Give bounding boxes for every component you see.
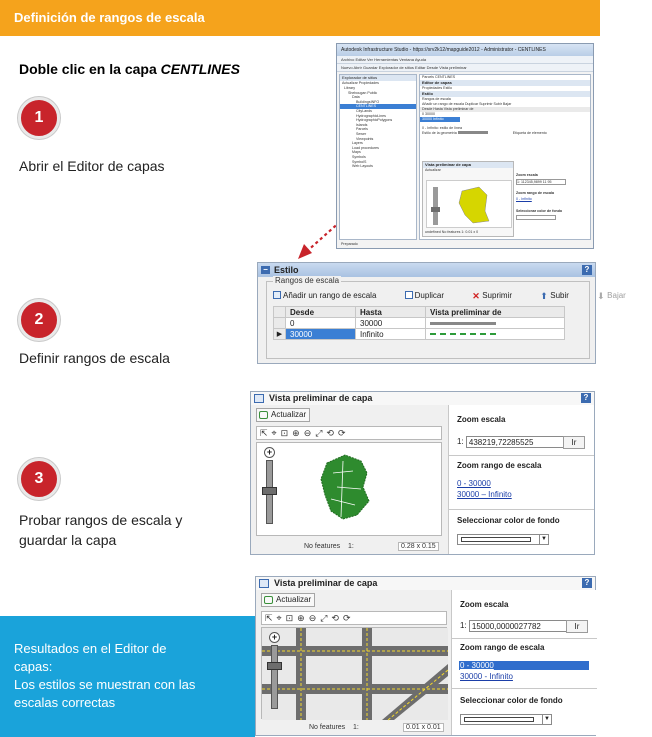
no-features-text: No features: [304, 543, 341, 550]
layer-name: CENTLINES: [160, 61, 240, 77]
arrow-up-icon: ⬆: [540, 291, 548, 301]
vista-1-title: Vista preliminar de capa: [269, 393, 373, 403]
mini-range-label: 0 - Infinito: estilo de línea: [422, 126, 462, 130]
editor-header: Editor de capas: [420, 80, 590, 86]
refresh-button[interactable]: [256, 408, 310, 422]
mini-row-1[interactable]: 0 30000: [422, 112, 435, 116]
map-view-1[interactable]: [256, 442, 442, 536]
col-hasta: Hasta: [356, 307, 426, 318]
cell-to[interactable]: 30000: [356, 318, 426, 329]
tree-item[interactable]: Library: [344, 86, 355, 90]
zoom-input-row: [460, 620, 569, 632]
vista-1-titlebar: [251, 392, 594, 405]
map-tools[interactable]: ⇱⌖⊡⊕⊖⤢⟲⟳: [256, 426, 442, 440]
arrow-down-icon: ⬇: [597, 291, 605, 301]
status-bar-1: [256, 542, 442, 552]
estilo-panel: [257, 262, 626, 364]
refresh-button[interactable]: [261, 593, 315, 607]
mini-buttons[interactable]: Añadir un rango de escala Duplicar Suprimir Subir Bajar: [422, 102, 512, 106]
mini-row-2[interactable]: 30000 Infinito: [420, 117, 460, 122]
studio-window: [336, 43, 594, 249]
col-desde: Desde: [286, 307, 356, 318]
divider: [449, 455, 594, 456]
help-icon[interactable]: ?: [582, 578, 592, 588]
go-button[interactable]: Ir: [563, 436, 585, 449]
mini-style-text: Estilo de la geometría: [422, 131, 457, 135]
mini-zoom-input[interactable]: 1: 112345,9899 11 95: [516, 179, 566, 185]
tree-item[interactable]: Islands: [356, 122, 368, 127]
tree-item[interactable]: HydrographicPolygons: [356, 118, 393, 123]
mini-range-title: Zoom rango de escala: [516, 191, 554, 195]
editor-tabs[interactable]: Parcels CENTLINES: [422, 75, 456, 79]
result-line-1: Resultados en el Editor de: [14, 641, 167, 656]
tree-item[interactable]: Layers: [352, 141, 363, 146]
scale-ranges-group: [266, 276, 626, 359]
row-header-corner: [274, 307, 286, 318]
delete-button[interactable]: [472, 291, 525, 300]
tree-item[interactable]: Data: [352, 95, 360, 100]
down-button[interactable]: [597, 291, 639, 300]
studio-title: Autodesk Infrastructure Studio - https://srv2k12/mapguide2012 - Administrator - CENTLINES: [337, 44, 593, 56]
mini-estilo-header: Estilo: [420, 91, 590, 97]
result-line-2: capas:: [14, 659, 53, 674]
zoom-in-icon[interactable]: +: [269, 632, 280, 643]
range-link-0-30000[interactable]: 0 - 30000: [459, 661, 589, 670]
divider: [452, 688, 597, 689]
mini-bg-label: Seleccionar color de fondo: [516, 209, 563, 213]
editor-links[interactable]: Propiedades Estilo: [422, 86, 452, 90]
help-icon[interactable]: ?: [581, 393, 591, 403]
extent-size: 0.01 x 0.01: [403, 723, 444, 732]
site-explorer-toolbar[interactable]: Actualizar Propiedades: [342, 81, 379, 85]
help-icon[interactable]: ?: [582, 265, 592, 275]
add-range-label: Añadir un rango de escala: [283, 291, 377, 300]
zoom-escala-label: Zoom escala: [457, 415, 506, 424]
cell-from[interactable]: 0: [286, 318, 356, 329]
tree-item[interactable]: SymbolS: [352, 159, 367, 164]
preview-icon: [259, 579, 269, 588]
green-dash-preview: [430, 333, 496, 335]
col-preview: Vista preliminar de: [426, 307, 565, 318]
row-selector-current[interactable]: ▶: [274, 329, 286, 340]
step-3-badge: 3: [18, 458, 60, 500]
down-label: Bajar: [607, 291, 626, 300]
zoom-scale-input[interactable]: 15000,0000027782: [469, 620, 569, 632]
tree-item[interactable]: HydrographicLines: [356, 113, 386, 118]
estilo-title: Estilo: [274, 265, 299, 275]
mini-map[interactable]: [426, 180, 512, 228]
zoom-in-icon[interactable]: +: [264, 447, 275, 458]
tree-item[interactable]: Sewer: [356, 131, 367, 136]
mini-label-button[interactable]: Etiqueta de elemento: [512, 131, 547, 135]
site-explorer: [339, 74, 417, 240]
layer-editor-pane: [419, 74, 591, 240]
collapse-icon[interactable]: −: [261, 266, 270, 274]
ranges-table: [273, 306, 565, 340]
zoom-prefix: 1:: [457, 437, 464, 446]
mini-status: undefined No features 1: 0.01 x 0: [425, 230, 479, 234]
step-3-line-2: guardar la capa: [19, 532, 117, 548]
table-row[interactable]: [274, 318, 565, 329]
tree-item[interactable]: Parcels: [356, 127, 368, 132]
cell-preview: [426, 318, 565, 329]
tree-item[interactable]: Web Layouts: [352, 164, 373, 169]
zoom-input-row: [457, 436, 566, 448]
mini-bg-combo[interactable]: [516, 215, 556, 220]
status-bar-2: [261, 723, 447, 733]
scale-ranges-legend: Rangos de escala: [275, 276, 340, 285]
refresh-icon: [259, 411, 268, 419]
cell-from[interactable]: 30000: [286, 329, 356, 340]
intro-text: [19, 61, 240, 77]
delete-label: Suprimir: [482, 291, 512, 300]
table-header: [274, 307, 565, 318]
range-link-0-30000[interactable]: 0 - 30000: [457, 479, 491, 488]
step-2-text: Definir rangos de escala: [19, 350, 170, 366]
tree-item[interactable]: Symbols: [352, 154, 366, 159]
cell-to[interactable]: Infinito: [356, 329, 426, 340]
map-view-2[interactable]: [261, 627, 447, 719]
duplicate-label: Duplicar: [414, 291, 444, 300]
zoom-scale-input[interactable]: 438219,72285525: [466, 436, 566, 448]
estilo-titlebar: [258, 263, 595, 277]
color-swatch: [461, 537, 531, 542]
gray-line-preview: [430, 322, 496, 325]
no-features-text: No features: [309, 724, 346, 731]
tree-item[interactable]: Viewpoints: [356, 136, 374, 141]
studio-toolbar[interactable]: Nuevo Abrir Guardar Explorador de sitios Editar Desde Vista preliminar: [337, 64, 593, 72]
chevron-down-icon: ▼: [542, 715, 551, 724]
zoom-escala-label: Zoom escala: [460, 600, 509, 609]
mini-rangos: Rangos de escala: [422, 97, 451, 101]
duplicate-icon: [405, 291, 413, 299]
add-range-button[interactable]: [273, 291, 389, 300]
step-3-line-1: Probar rangos de escala y: [19, 512, 183, 528]
scale-prefix: 1:: [348, 543, 354, 550]
step-1-badge: 1: [18, 97, 60, 139]
bg-color-label: Seleccionar color de fondo: [460, 696, 563, 705]
bg-color-label: Seleccionar color de fondo: [457, 516, 560, 525]
divider: [449, 509, 594, 510]
range-toolbar: [273, 291, 652, 300]
delete-icon: ✕: [472, 291, 480, 301]
mini-actualizar[interactable]: Actualizar: [425, 168, 441, 172]
studio-status: Preparado: [341, 242, 358, 246]
map-tools[interactable]: ⇱⌖⊡⊕⊖⤢⟲⟳: [261, 611, 447, 625]
tree-item[interactable]: Load procedures: [352, 145, 379, 150]
vista-panel-2: [255, 576, 596, 736]
tree-item[interactable]: CityLands: [356, 108, 372, 113]
mini-vista-title: Vista preliminar de capa: [423, 162, 513, 168]
mini-map-shape: [427, 181, 513, 229]
mini-vista-right: [516, 173, 588, 237]
city-map: [257, 443, 443, 537]
refresh-label: Actualizar: [276, 595, 312, 604]
site-explorer-header: Explorador de sitios: [340, 75, 416, 81]
mini-style-label: [420, 131, 590, 136]
mini-range-link[interactable]: 0 - Infinito: [516, 197, 532, 201]
mini-vista: [422, 161, 514, 237]
mini-zoom-label: Zoom escala: [516, 173, 538, 177]
color-swatch: [464, 717, 534, 722]
zoom-thumb[interactable]: [267, 662, 282, 670]
tree-item[interactable]: CENTLINES: [340, 104, 416, 109]
add-range-icon: [273, 291, 281, 299]
zoom-slider[interactable]: [266, 632, 284, 718]
zoom-prefix: 1:: [460, 621, 467, 630]
step-2-badge: 2: [18, 299, 60, 341]
site-tree[interactable]: [340, 86, 416, 169]
duplicate-button[interactable]: [405, 291, 457, 300]
vista-2-controls: [451, 590, 597, 735]
intro-prefix: Doble clic en la capa: [19, 61, 161, 77]
bg-color-select[interactable]: [457, 534, 549, 545]
extent-size: 0.28 x 0.15: [398, 542, 439, 551]
vista-panel-1: [250, 391, 595, 555]
row-selector[interactable]: [274, 318, 286, 329]
vista-2-titlebar: [256, 577, 595, 590]
bg-color-select[interactable]: [460, 714, 552, 725]
refresh-label: Actualizar: [271, 410, 307, 419]
go-button[interactable]: Ir: [566, 620, 588, 633]
divider: [452, 638, 597, 639]
refresh-icon: [264, 596, 273, 604]
step-3-text: [19, 510, 182, 550]
chevron-down-icon: ▼: [539, 535, 548, 544]
cell-preview: [426, 329, 565, 340]
preview-icon: [254, 394, 264, 403]
tree-item[interactable]: Maps: [352, 150, 361, 155]
vista-1-controls: [448, 405, 594, 554]
up-label: Subir: [550, 291, 569, 300]
studio-menu[interactable]: Archivo Editar Ver Herramientas Ventana Ayuda: [337, 56, 593, 64]
result-line-4: escalas correctas: [14, 695, 116, 710]
roads-map: [262, 628, 448, 720]
scale-prefix: 1:: [353, 724, 359, 731]
result-panel: [0, 616, 255, 737]
result-line-3: Los estilos se muestran con las: [14, 677, 196, 692]
vista-2-title: Vista preliminar de capa: [274, 578, 378, 588]
tree-item[interactable]: BuildingsINFO: [356, 99, 380, 104]
page-header: Definición de rangos de escala: [0, 0, 600, 36]
zoom-range-label: Zoom rango de escala: [457, 461, 542, 470]
zoom-track: [271, 645, 278, 709]
range-link-30000-inf[interactable]: 30000 - Infinito: [460, 672, 513, 681]
table-row[interactable]: [274, 329, 565, 340]
step-1-text: Abrir el Editor de capas: [19, 158, 165, 174]
mini-columns: Desde Hasta Vista preliminar de: [420, 107, 590, 112]
zoom-range-label: Zoom rango de escala: [460, 643, 545, 652]
tree-item[interactable]: Shebougan Public: [348, 90, 378, 95]
mini-style-swatch: [458, 131, 488, 134]
range-link-30000-inf[interactable]: 30000 – Infinito: [457, 490, 512, 499]
up-button[interactable]: [540, 291, 582, 300]
